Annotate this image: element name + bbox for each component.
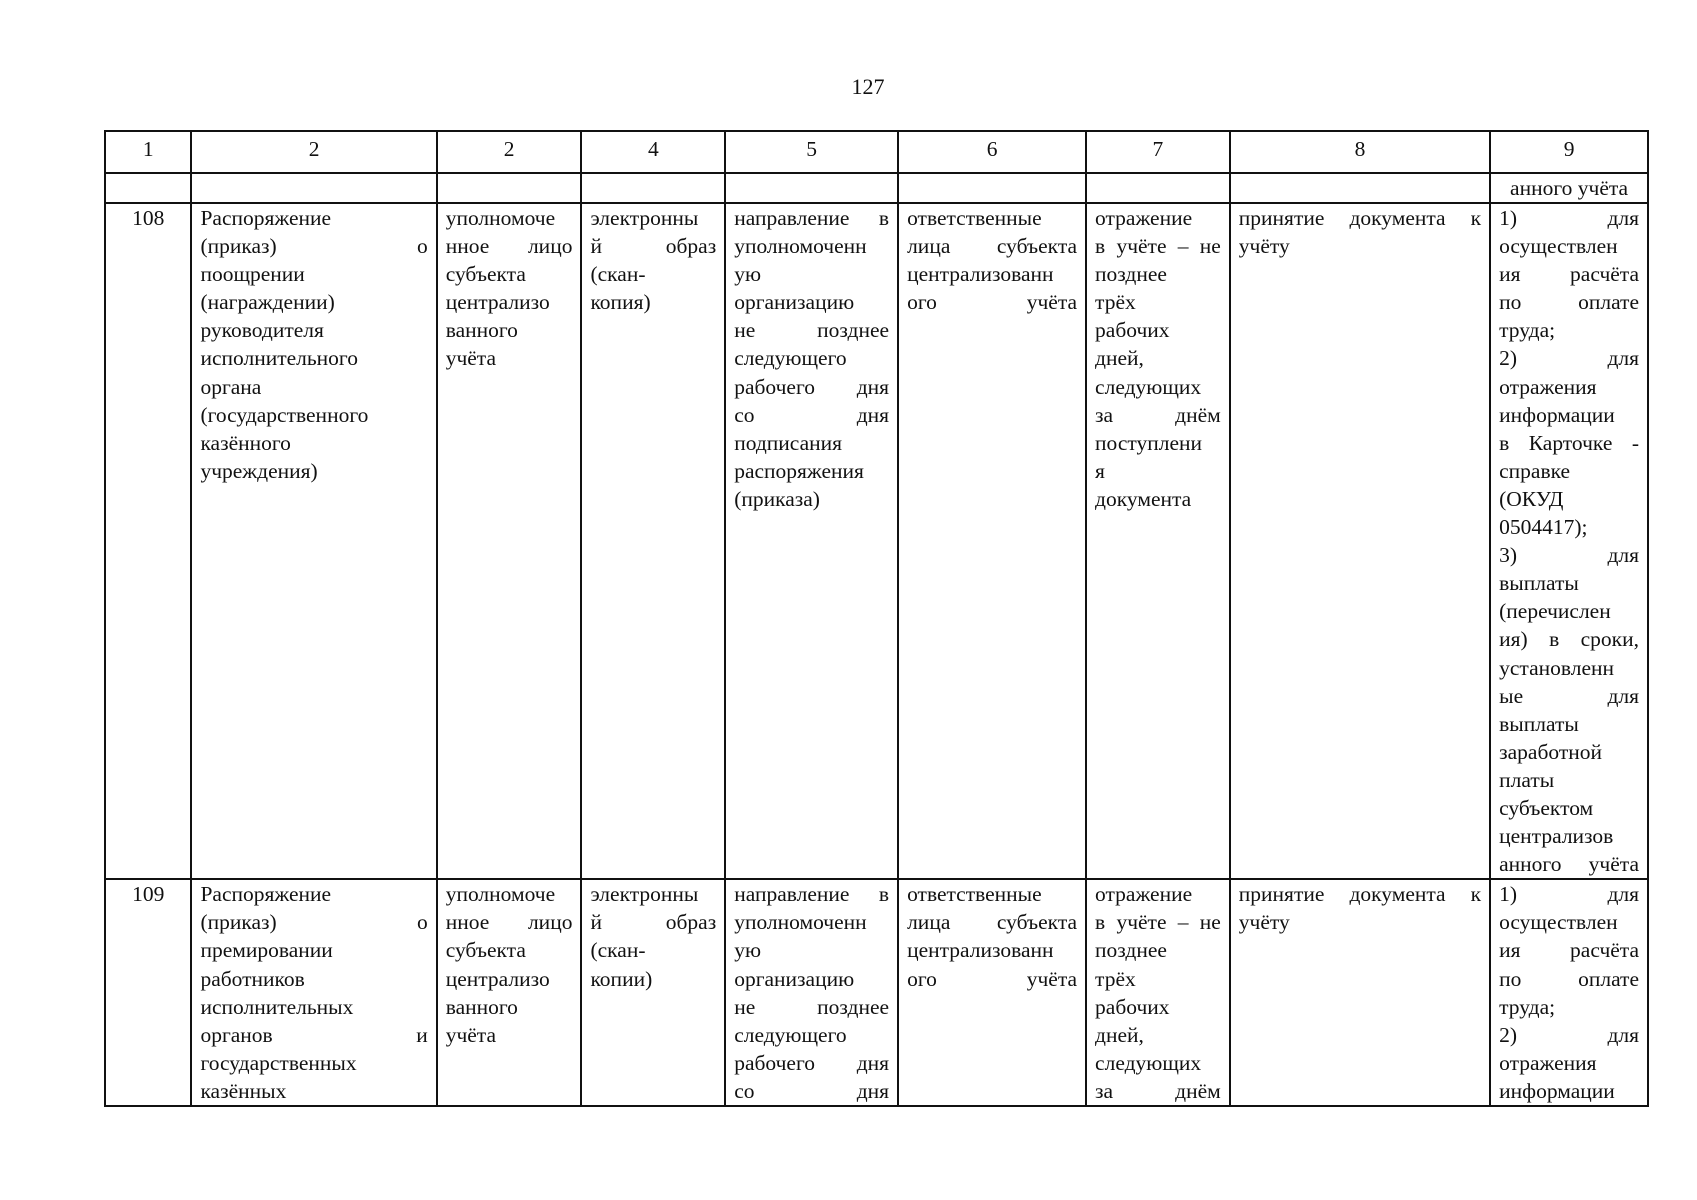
cell-text-line: ого учёта [907, 290, 1078, 315]
cell-text-line: я [1095, 458, 1105, 483]
table-cell [581, 173, 725, 203]
cell-text-line: ванного [445, 994, 518, 1019]
document-name-cell [191, 203, 436, 879]
cell-text-line: подписания [734, 430, 843, 455]
cell-text-line: за днём [1095, 402, 1221, 427]
cell-text-line: платы [1499, 767, 1555, 792]
cell-text-line: отражение [1095, 206, 1193, 230]
column-header: 8 [1230, 131, 1490, 173]
cell-text-line: учреждения) [200, 458, 318, 483]
submission-term-cell [725, 203, 898, 879]
cell-text-line: осуществлен [1499, 910, 1618, 935]
cell-text-line: организацию [734, 290, 855, 315]
cell-text-line: работников [200, 966, 305, 991]
processing-person-cell [898, 203, 1086, 879]
cell-text-line: осуществлен [1499, 234, 1618, 259]
document-name-cell [191, 879, 436, 1106]
cell-text-line: следующих [1095, 1050, 1202, 1075]
cell-text-line: ую [734, 262, 761, 287]
table-cell [191, 173, 436, 203]
cell-text-line: трёх [1095, 290, 1136, 315]
cell-text-line: ванного [445, 318, 518, 343]
column-header: 9 [1490, 131, 1648, 173]
cell-text-line: по оплате [1499, 966, 1639, 991]
column-header: 7 [1086, 131, 1230, 173]
cell-text-line: (приказ) о [200, 234, 428, 259]
cell-text-line: следующего [734, 1022, 847, 1047]
cell-text-line: организацию [734, 966, 855, 991]
cell-text-line: премировании [200, 938, 333, 963]
cell-text-line: принятие документа к [1238, 206, 1482, 230]
cell-text-line: (приказ) о [200, 910, 428, 935]
cell-text-line: информации [1499, 402, 1615, 427]
cell-text-line: установленн [1499, 655, 1615, 680]
cell-text-line: уполномоченн [734, 234, 867, 259]
cell-text-line: уполномоче [445, 882, 556, 907]
cell-text-line: дней, [1095, 346, 1144, 371]
cell-text-line: труда; [1499, 318, 1556, 343]
cell-text-line: отражения [1499, 374, 1597, 399]
cell-text-line: выплаты [1499, 571, 1579, 596]
cell-text-line: органов и [200, 1022, 428, 1047]
table-cell [725, 173, 898, 203]
cell-text-line: уполномоченн [734, 910, 867, 935]
submission-term-cell [725, 879, 898, 1106]
cell-text-line: казённого [200, 430, 291, 455]
cell-text-line: следующих [1095, 374, 1202, 399]
cell-text-line: руководителя [200, 318, 324, 343]
cell-text-line: й образ [590, 910, 717, 935]
accounting-term-cell [1086, 879, 1230, 1106]
cell-text-line: копии) [590, 966, 653, 991]
cell-text-line: учёту [1238, 910, 1290, 935]
cell-text-line: уполномоче [445, 206, 556, 230]
cell-text-line: 0504417); [1499, 515, 1588, 540]
cell-text-line: копия) [590, 290, 651, 315]
document-form-cell [581, 203, 725, 879]
table-row [105, 879, 1648, 1106]
cell-text-line: (скан- [590, 938, 646, 963]
cell-text-line: позднее [1095, 262, 1167, 287]
cell-text-line: в учёте – не [1095, 234, 1221, 259]
table-cell [1230, 173, 1490, 203]
accounting-term-cell [1086, 203, 1230, 879]
cell-text-line: исполнительных [200, 994, 354, 1019]
cell-text-line: субъектом [1499, 795, 1594, 820]
cell-text-line: (перечислен [1499, 599, 1611, 624]
cell-text-line: труда; [1499, 994, 1556, 1019]
cell-text-line: (скан- [590, 262, 646, 287]
cell-text-line: анного учёта [1499, 852, 1639, 877]
cell-text-line: следующего [734, 346, 847, 371]
document-form-cell [581, 879, 725, 1106]
cell-text-line: исполнительного [200, 346, 358, 371]
cell-text-line: органа [200, 374, 262, 399]
responsible-person-cell [437, 879, 582, 1106]
cell-text-line: распоряжения [734, 458, 864, 483]
cell-text-line: ую [734, 938, 761, 963]
cell-text-line: выплаты [1499, 711, 1579, 736]
cell-text-line: отражения [1499, 1050, 1597, 1075]
responsible-person-cell [437, 203, 582, 879]
cell-text-line: (награждении) [200, 290, 335, 315]
cell-text-line: централизов [1499, 824, 1614, 849]
cell-text-line: в учёте – не [1095, 910, 1221, 935]
column-header: 2 [437, 131, 582, 173]
cell-text-line: государственных [200, 1050, 357, 1075]
cell-text-line: централизованн [907, 262, 1054, 287]
cell-text-line: рабочих [1095, 318, 1170, 343]
cell-text-line: позднее [1095, 938, 1167, 963]
cell-text-line: субъекта [445, 262, 526, 287]
cell-text-line: заработной [1499, 739, 1603, 764]
cell-text-line: информации [1499, 1078, 1615, 1103]
continuation-row [105, 173, 1648, 203]
cell-text-line: централизо [445, 966, 550, 991]
cell-text-line: электронны [590, 882, 699, 907]
table-cell [105, 173, 191, 203]
cell-text-line: учёта [445, 346, 497, 371]
cell-text-line: ия) в сроки, [1499, 627, 1639, 652]
page-number: 127 [851, 74, 885, 99]
cell-text-line: 2) для [1499, 346, 1639, 371]
cell-text-line: 1) для [1499, 882, 1639, 907]
cell-text-line: со дня [734, 402, 890, 427]
cell-text-line: не позднее [734, 994, 890, 1019]
cell-text-line: лица субъекта [907, 234, 1078, 259]
cell-text-line: рабочего дня [734, 1050, 890, 1075]
action-cell [1230, 203, 1490, 879]
cell-text-line: 3) для [1499, 543, 1639, 568]
cell-text-line: по оплате [1499, 290, 1639, 315]
cell-text-line: в Карточке - [1499, 430, 1639, 455]
cell-text-line: ответственные [907, 882, 1042, 907]
cell-text-line: рабочих [1095, 994, 1170, 1019]
cell-text-line: учёта [445, 1022, 497, 1047]
table-cell [898, 173, 1086, 203]
document-table [104, 130, 1649, 1107]
cell-text-line: централизо [445, 290, 550, 315]
cell-text-line: Распоряжение [200, 882, 332, 907]
cell-text-line: Распоряжение [200, 206, 332, 230]
column-header: 1 [105, 131, 191, 173]
cell-text-line: поступлени [1095, 430, 1203, 455]
row-number: 108 [105, 203, 191, 879]
cell-text-line: направление в [734, 882, 890, 907]
row-number: 109 [105, 879, 191, 1106]
cell-text-line: субъекта [445, 938, 526, 963]
column-header: 4 [581, 131, 725, 173]
cell-text-line: 2) для [1499, 1022, 1639, 1047]
cell-text-line: не позднее [734, 318, 890, 343]
cell-text-line: (приказа) [734, 486, 820, 511]
cell-text-line: со дня [734, 1078, 890, 1103]
cell-text-line: 1) для [1499, 206, 1639, 230]
cell-text-line: й образ [590, 234, 717, 259]
cell-text-line: централизованн [907, 938, 1054, 963]
cell-text-line: документа [1095, 486, 1192, 511]
action-cell [1230, 879, 1490, 1106]
cell-text-line: ия расчёта [1499, 938, 1639, 963]
cell-text-line: поощрении [200, 262, 305, 287]
table-row [105, 203, 1648, 879]
cell-text-line: отражение [1095, 882, 1193, 907]
cell-text-line: справке [1499, 458, 1571, 483]
cell-text-line: (государственного [200, 402, 369, 427]
purpose-cell [1490, 203, 1648, 879]
table-cell [437, 173, 582, 203]
cell-text-line: нное лицо [445, 234, 573, 259]
cell-text-line: принятие документа к [1238, 882, 1482, 907]
cell-text-line: ия расчёта [1499, 262, 1639, 287]
cell-text-line: электронны [590, 206, 699, 230]
column-header: 6 [898, 131, 1086, 173]
cell-text-line: дней, [1095, 1022, 1144, 1047]
cell-text-line: (ОКУД [1499, 486, 1564, 511]
cell-text-line: ого учёта [907, 966, 1078, 991]
cell-text-line: трёх [1095, 966, 1136, 991]
table-cell [1086, 173, 1230, 203]
cell-text-line: нное лицо [445, 910, 573, 935]
table-header-row [105, 131, 1648, 173]
cell-text-line: за днём [1095, 1078, 1221, 1103]
cell-text-line: ответственные [907, 206, 1042, 230]
cell-text-line: ые для [1499, 683, 1639, 708]
cell-text-line: учёту [1238, 234, 1290, 259]
continuation-text: анного учёта [1490, 173, 1648, 203]
processing-person-cell [898, 879, 1086, 1106]
column-header: 5 [725, 131, 898, 173]
cell-text-line: направление в [734, 206, 890, 230]
cell-text-line: рабочего дня [734, 374, 890, 399]
cell-text-line: лица субъекта [907, 910, 1078, 935]
purpose-cell [1490, 879, 1648, 1106]
column-header: 2 [191, 131, 436, 173]
cell-text-line: казённых [200, 1078, 287, 1103]
